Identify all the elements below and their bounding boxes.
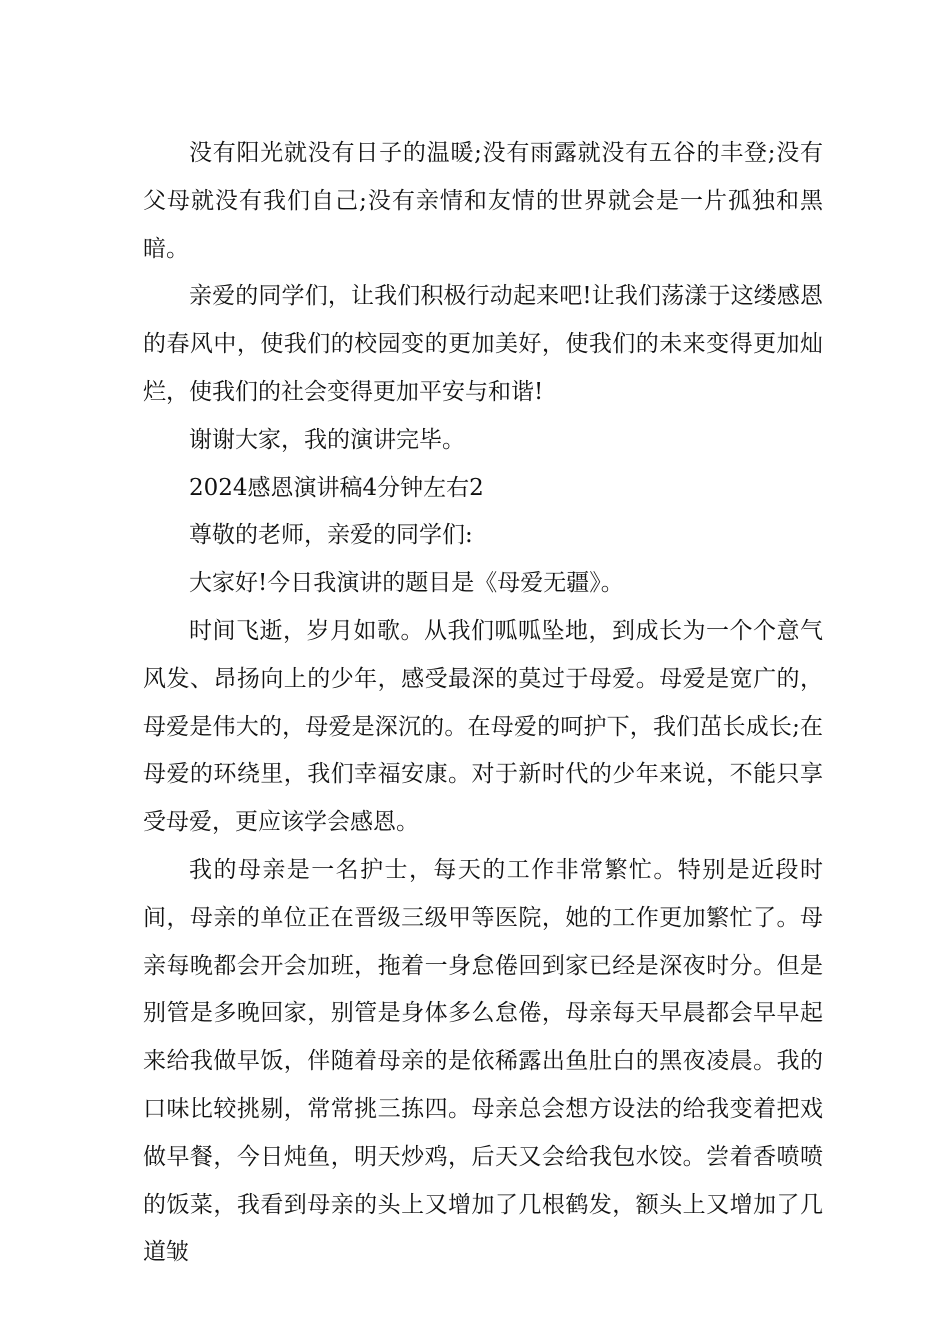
- paragraph-my-mother: 我的母亲是一名护士，每天的工作非常繁忙。特别是近段时间，母亲的单位正在晋级三级甲等医院，她的工作更加繁忙了。母亲每晚都会开会加班，拖着一身怠倦回到家已经是深夜时分。但是别管是多晚回家，别管是身体多么怠倦，母亲每天早晨都会早早起来给我做早饭，伴随着母亲的是依稀露出鱼肚白的黑夜凌晨。我的口味比较挑剔，常常挑三拣四。母亲总会想方设法的给我变着把戏做早餐，今日炖鱼，明天炒鸡，后天又会给我包水饺。尝着香喷喷的饭菜，我看到母亲的头上又增加了几根鹤发，额头上又增加了几道皱: [143, 856, 823, 1266]
- section-heading: 2024感恩演讲稿4分钟左右2: [189, 474, 484, 501]
- paragraph-mothers-love: 时间飞逝，岁月如歌。从我们呱呱坠地，到成长为一个个意气风发、昂扬向上的少年，感受最深的莫过于母爱。母爱是宽广的，母爱是伟大的，母爱是深沉的。在母爱的呵护下，我们茁长成长;在母爱的环绕里，我们幸福安康。对于新时代的少年来说，不能只享受母爱，更应该学会感恩。: [143, 617, 823, 836]
- paragraph-gratitude-intro: 没有阳光就没有日子的温暖;没有雨露就没有五谷的丰登;没有父母就没有我们自己;没有亲情和友情的世界就会是一片孤独和黑暗。: [143, 140, 823, 262]
- paragraph-salutation: 尊敬的老师，亲爱的同学们:: [189, 522, 473, 549]
- document-body: [143, 130, 823, 1277]
- paragraph-closing: 谢谢大家，我的演讲完毕。: [189, 426, 465, 453]
- paragraph-greeting: 大家好!今日我演讲的题目是《母爱无疆》。: [189, 570, 624, 597]
- paragraph-call-to-action: 亲爱的同学们，让我们积极行动起来吧!让我们荡漾于这缕感恩的春风中，使我们的校园变的更加美好，使我们的未来变得更加灿烂，使我们的社会变得更加平安与和谐!: [143, 283, 823, 405]
